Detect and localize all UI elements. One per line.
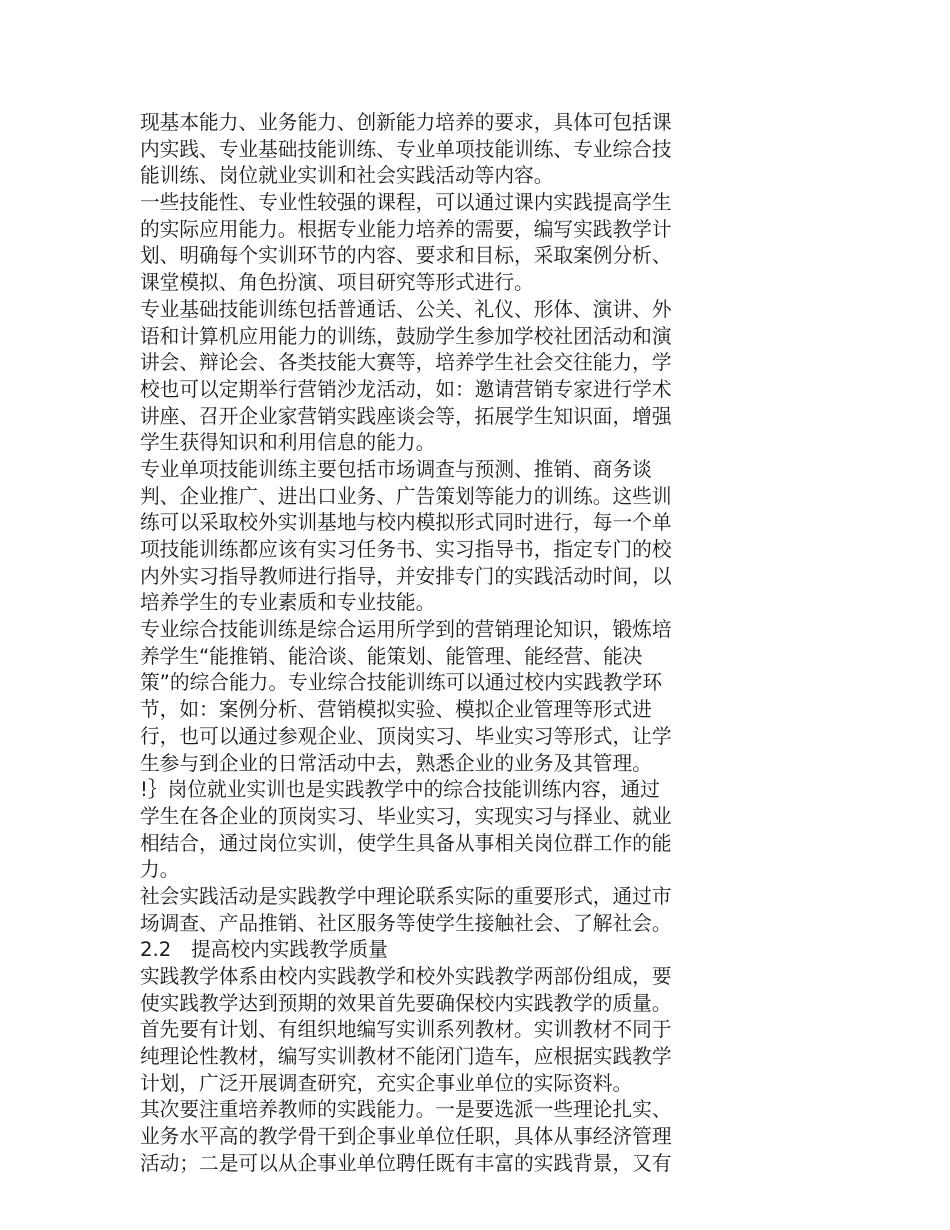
text-line: 业务水平高的教学骨干到企事业单位任职，具体从事经济管理: [140, 1125, 672, 1149]
text-line: 学生获得知识和利用信息的能力。: [140, 431, 436, 455]
text-line: 纯理论性教材，编写实训教材不能闭门造车，应根据实践教学: [140, 1045, 672, 1069]
text-line: 行，也可以通过参观企业、顶岗实习、毕业实习等形式，让学: [140, 724, 672, 748]
text-line: 内外实习指导教师进行指导，并安排专门的实践活动时间，以: [140, 564, 672, 588]
text-line: 一些技能性、专业性较强的课程，可以通过课内实践提高学生: [140, 191, 672, 215]
text-line: 活动；二是可以从企事业单位聘任既有丰富的实践背景，又有: [140, 1151, 672, 1175]
text-line: 使实践教学达到预期的效果首先要确保校内实践教学的质量。: [140, 991, 672, 1015]
text-line: 场调查、产品推销、社区服务等使学生接触社会、了解社会。: [140, 911, 672, 935]
text-line: 其次要注重培养教师的实践能力。一是要选派一些理论扎实、: [140, 1098, 672, 1122]
text-line: 的实际应用能力。根据专业能力培养的需要，编写实践教学计: [140, 217, 672, 241]
text-line: 培养学生的专业素质和专业技能。: [140, 591, 436, 615]
text-line: 能训练、岗位就业实训和社会实践活动等内容。: [140, 164, 554, 188]
text-line: 学生在各企业的顶岗实习、毕业实习，实现实习与择业、就业: [140, 804, 672, 828]
text-line: 校也可以定期举行营销沙龙活动，如：邀请营销专家进行学术: [140, 377, 672, 401]
document-page: [140, 110, 740, 1178]
text-line: 内实践、专业基础技能训练、专业单项技能训练、专业综合技: [140, 137, 672, 161]
text-line: 计划，广泛开展调查研究，充实企事业单位的实际资料。: [140, 1071, 633, 1095]
text-line: 生参与到企业的日常活动中去，熟悉企业的业务及其管理。: [140, 751, 652, 775]
text-line: 专业基础技能训练包括普通话、公关、礼仪、形体、演讲、外: [140, 297, 672, 321]
text-line: 项技能训练都应该有实习任务书、实习指导书，指定专门的校: [140, 538, 672, 561]
text-line: 课堂模拟、角色扮演、项目研究等形式进行。: [140, 271, 534, 295]
text-line: 专业综合技能训练是综合运用所学到的营销理论知识，锻炼培: [140, 618, 672, 642]
text-line: 专业单项技能训练主要包括市场调查与预测、推销、商务谈: [140, 457, 652, 481]
text-line: 首先要有计划、有组织地编写实训系列教材。实训教材不同于: [140, 1018, 672, 1042]
text-line: 策”的综合能力。专业综合技能训练可以通过校内实践教学环: [140, 671, 663, 695]
text-line: 划、明确每个实训环节的内容、要求和目标，采取案例分析、: [140, 244, 672, 268]
section-heading: 2.2 提高校内实践教学质量: [140, 938, 388, 962]
text-line: 讲座、召开企业家营销实践座谈会等，拓展学生知识面，增强: [140, 404, 672, 428]
text-line: 现基本能力、业务能力、创新能力培养的要求，具体可包括课: [140, 111, 672, 134]
text-line: !｝岗位就业实训也是实践教学中的综合技能训练内容，通过: [140, 778, 660, 802]
text-line: 实践教学体系由校内实践教学和校外实践教学两部份组成，要: [140, 965, 672, 988]
text-line: 节，如：案例分析、营销模拟实验、模拟企业管理等形式进: [140, 698, 652, 722]
text-line: 力。: [140, 858, 180, 882]
text-line: 养学生“能推销、能洽谈、能策划、能管理、能经营、能决: [140, 644, 643, 668]
text-line: 练可以采取校外实训基地与校内模拟形式同时进行，每一个单: [140, 511, 672, 535]
text-line: 相结合，通过岗位实训，使学生具备从事相关岗位群工作的能: [140, 831, 672, 855]
text-line: 社会实践活动是实践教学中理论联系实际的重要形式，通过市: [140, 884, 672, 908]
text-line: 语和计算机应用能力的训练，鼓励学生参加学校社团活动和演: [140, 324, 672, 348]
text-line: 判、企业推广、进出口业务、广告策划等能力的训练。这些训: [140, 484, 672, 508]
text-line: 讲会、辩论会、各类技能大赛等，培养学生社会交往能力，学: [140, 351, 672, 375]
